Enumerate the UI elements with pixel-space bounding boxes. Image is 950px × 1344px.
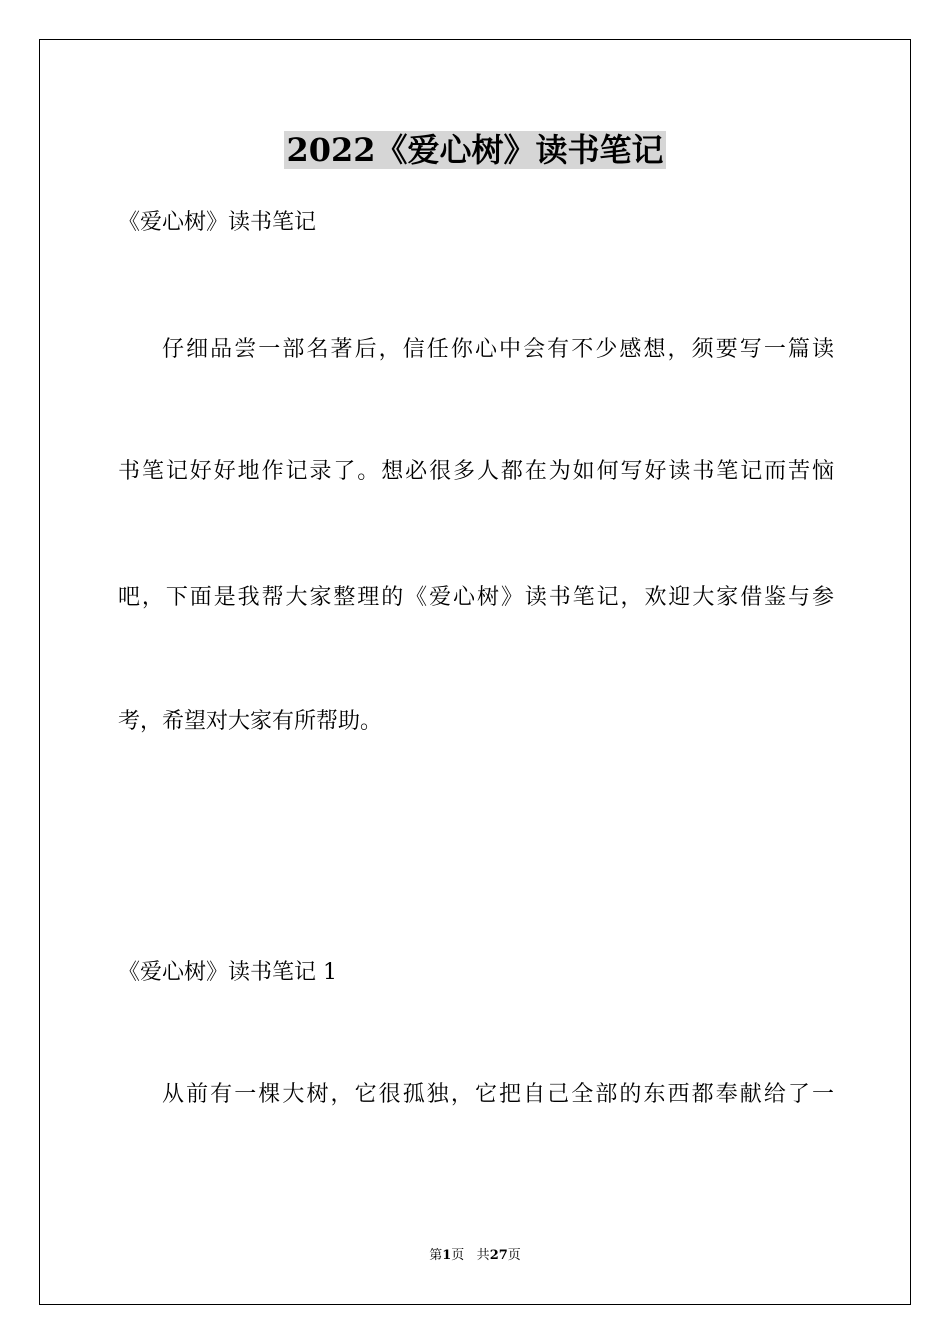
footer-page-prefix: 第: [429, 1248, 443, 1263]
footer-total-suffix: 页: [507, 1248, 521, 1263]
footer-total-prefix: 共: [476, 1248, 490, 1263]
document-title: [0, 126, 950, 174]
footer-page-number: 1: [442, 1248, 452, 1263]
footer-total-pages: 27: [489, 1248, 508, 1263]
section-first-line: 从前有一棵大树，它很孤独，它把自己全部的东西都奉献给了一: [162, 1082, 834, 1107]
document-title-text: 2022《爱心树》读书笔记: [286, 131, 664, 169]
intro-line-4: 考，希望对大家有所帮助。: [118, 709, 383, 734]
intro-line-2: 书笔记好好地作记录了。想必很多人都在为如何写好读书笔记而苦恼: [118, 459, 834, 484]
intro-line-3: 吧，下面是我帮大家整理的《爱心树》读书笔记，欢迎大家借鉴与参: [118, 585, 834, 610]
section-heading: 《爱心树》读书笔记 1: [118, 960, 337, 985]
page-footer: [0, 1247, 950, 1265]
document-subtitle: 《爱心树》读书笔记: [118, 210, 317, 235]
intro-line-1: 仔细品尝一部名著后，信任你心中会有不少感想，须要写一篇读: [162, 337, 834, 362]
footer-page-suffix: 页: [451, 1248, 465, 1263]
